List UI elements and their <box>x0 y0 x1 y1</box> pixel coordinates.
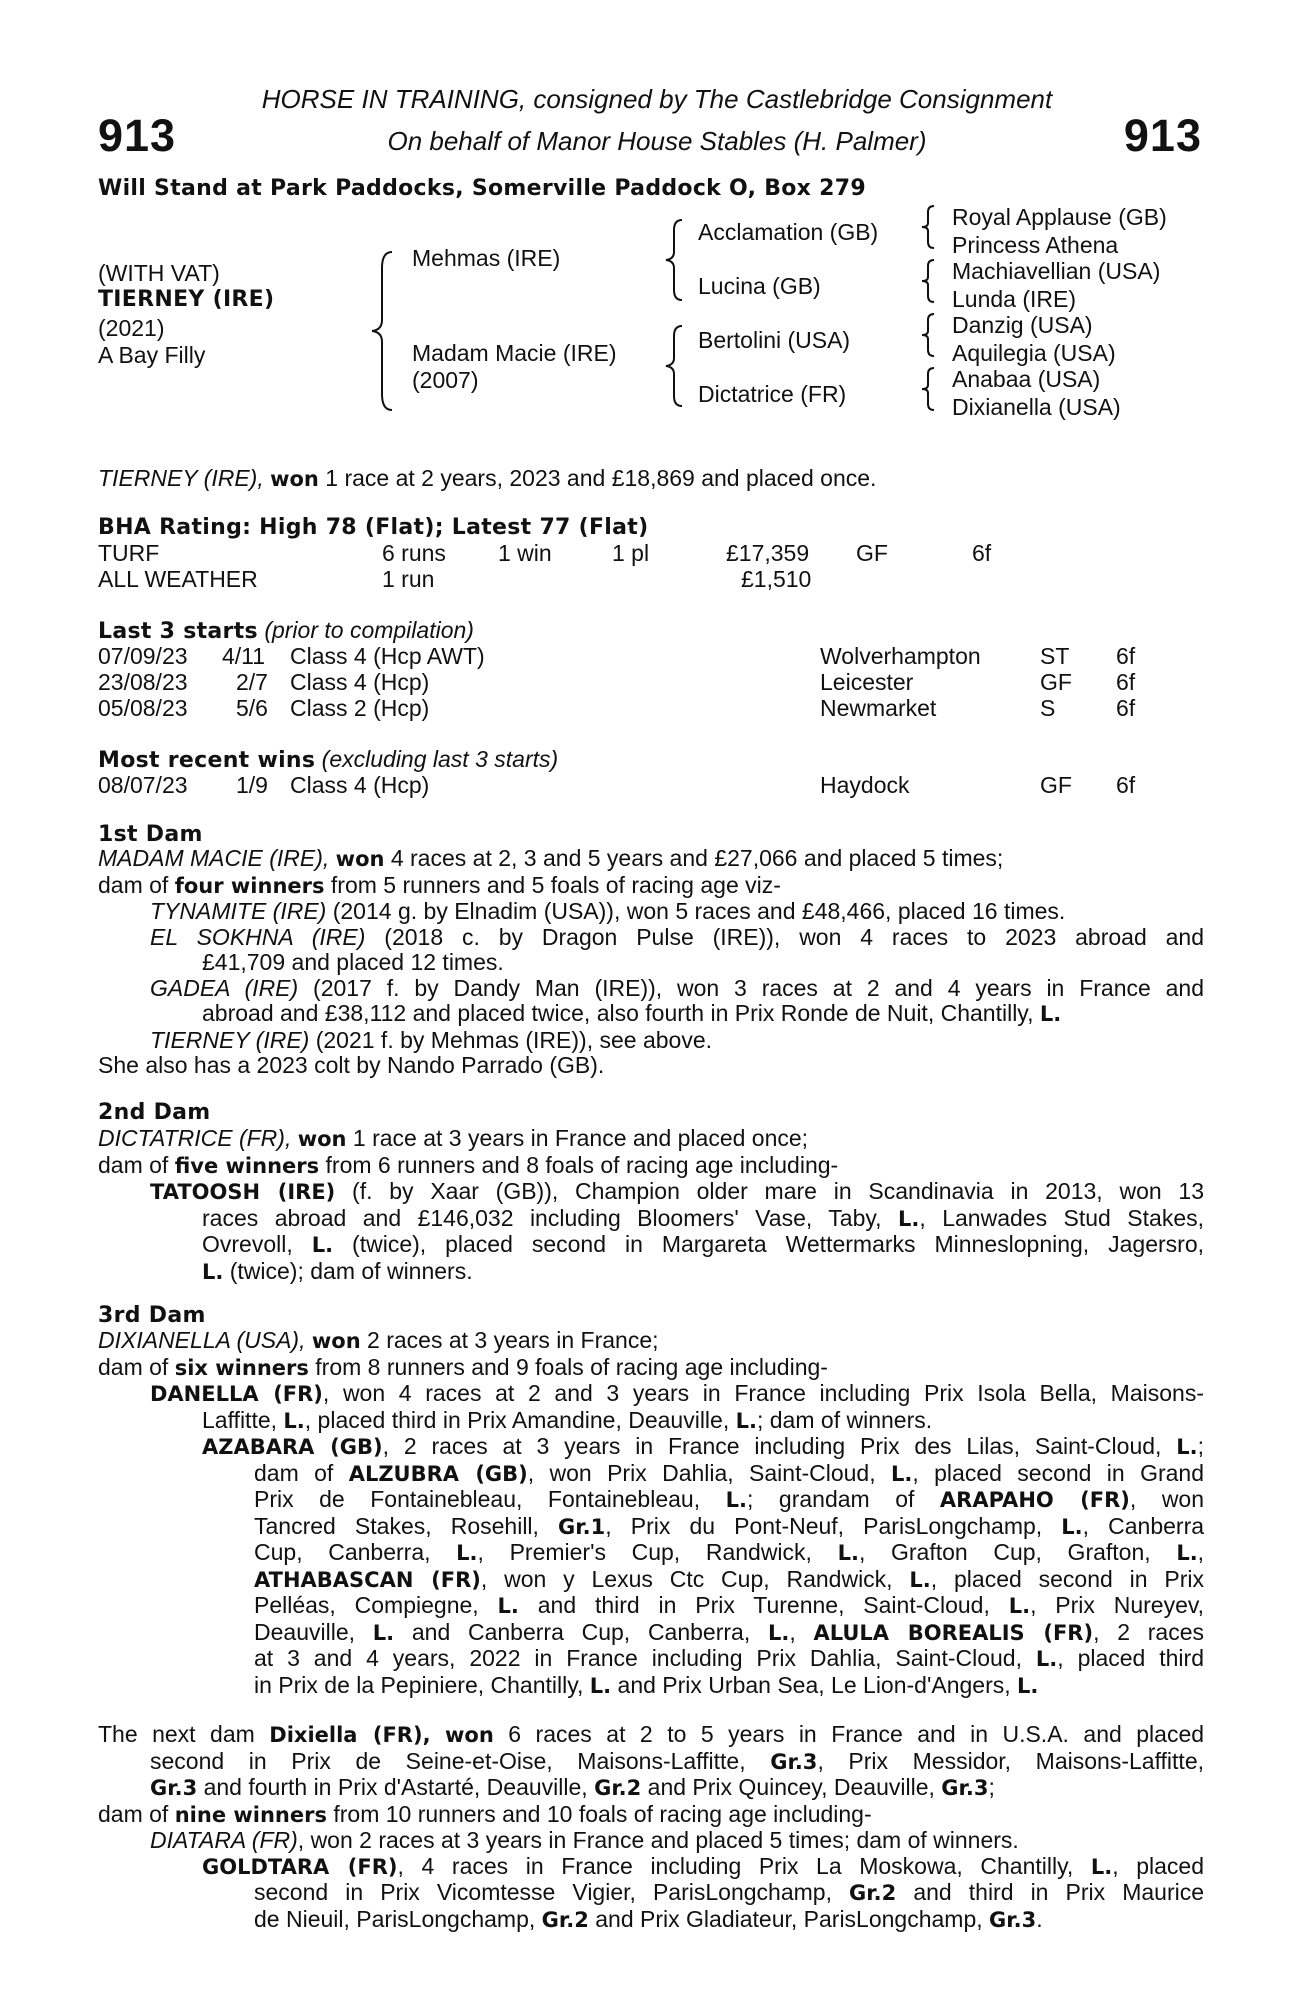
last3-heading <box>98 617 474 644</box>
progeny-text: Ovrevoll, <box>202 1231 293 1257</box>
progeny-text: , won 4 races at 2 and 3 years in France including Prix Isola Bella, Maisons- <box>322 1380 1204 1406</box>
progeny-text: and third in Prix Maurice <box>913 1879 1205 1905</box>
progeny-text: . <box>1036 1905 1043 1932</box>
aw-earnings: £1,510 <box>741 566 812 592</box>
granddam-4: Dixianella (USA) <box>952 394 1121 420</box>
progeny-text: (2014 g. by Elnadim (USA)), won 5 races and £48,466, placed 16 times. <box>332 898 1066 924</box>
progeny-text: abroad and £38,112 and placed twice, also fourth in Prix Ronde de Nuit, Chantilly, <box>202 1000 1034 1026</box>
progeny-continuation <box>98 1259 1204 1286</box>
dam1-winners: four winners <box>174 873 325 898</box>
progeny-name: ARAPAHO (FR) <box>939 1488 1130 1512</box>
group-marker: Gr.2 <box>849 1881 897 1905</box>
summary-text: 1 race at 2 years, 2023 and £18,869 and placed once. <box>325 465 877 491</box>
turf-label: TURF <box>98 540 160 566</box>
recent-heading <box>98 746 558 773</box>
progeny-continuation <box>98 1487 1204 1514</box>
listed-marker: L. <box>372 1620 395 1645</box>
dam1-runners: from 5 runners and 5 foals of racing age viz- <box>330 871 781 898</box>
nextdam-text: and Prix Quincey, Deauville, <box>647 1774 935 1800</box>
pedigree-brace-4 <box>918 204 938 250</box>
dam1-progeny <box>98 899 1204 925</box>
progeny-name: GOLDTARA (FR) <box>202 1854 398 1879</box>
last3-date: 23/08/23 <box>98 669 188 695</box>
progeny-text: and third in Prix Turenne, Saint-Cloud, <box>537 1592 990 1618</box>
listed-marker: L. <box>456 1541 478 1565</box>
progeny-continuation <box>98 1880 1204 1907</box>
turf-going: GF <box>856 540 888 566</box>
progeny-continuation <box>98 1232 1204 1259</box>
group-marker: Gr.1 <box>558 1514 606 1539</box>
progeny-text: Laffitte, <box>202 1406 278 1433</box>
progeny-name: DANELLA (FR) <box>150 1382 323 1406</box>
group-marker: Gr.3 <box>150 1776 198 1800</box>
group-marker: Gr.3 <box>770 1749 818 1774</box>
pedigree-brace-1 <box>366 250 396 412</box>
summary-won: won <box>270 467 319 491</box>
listed-marker: L. <box>1090 1854 1113 1879</box>
sire-dam: Lucina (GB) <box>698 273 821 299</box>
dam1-progeny <box>98 925 1204 951</box>
group-marker: Gr.2 <box>594 1776 642 1800</box>
progeny-text: and Prix Gladiateur, ParisLongchamp, <box>595 1905 983 1932</box>
progeny-text: (2021 f. by Mehmas (IRE)), see above. <box>315 1026 712 1053</box>
progeny-text: (2018 c. by Dragon Pulse (IRE)), won 4 races to 2023 abroad and <box>384 923 1204 950</box>
nextdam-continuation <box>98 1749 1204 1776</box>
progeny-text: ; grandam of <box>747 1486 915 1512</box>
progeny-text: , Canberra <box>1082 1512 1205 1539</box>
listed-marker: L. <box>837 1541 859 1565</box>
progeny-text: , won 2 races at 3 years in France and placed 5 times; dam of winners. <box>297 1827 1019 1853</box>
recent-going: GF <box>1040 772 1072 798</box>
granddam-2: Lunda (IRE) <box>952 286 1077 312</box>
listed-marker: L. <box>725 1488 747 1512</box>
recent-title: Most recent wins <box>98 748 316 773</box>
dam-of-label: dam of <box>98 1353 169 1380</box>
dam2-won: won <box>297 1127 347 1151</box>
listed-marker: L. <box>1061 1514 1083 1539</box>
dam1-won: won <box>335 847 385 871</box>
dam3-title: 3rd Dam <box>98 1303 206 1328</box>
recent-note: (excluding last 3 starts) <box>321 746 559 772</box>
progeny-text: Tancred Stakes, Rosehill, <box>254 1512 539 1539</box>
dam2-section <box>98 1126 1204 1285</box>
dam1-name: MADAM MACIE (IRE), <box>98 845 330 871</box>
dam1-title: 1st Dam <box>98 822 203 847</box>
pedigree-brace-5 <box>918 258 938 304</box>
progeny-name: DIATARA (FR) <box>150 1827 298 1853</box>
progeny-text: , Grafton Cup, Grafton, <box>858 1539 1151 1565</box>
dam1-line <box>98 846 1204 873</box>
turf-distance: 6f <box>972 540 992 566</box>
grandsire-4: Anabaa (USA) <box>952 366 1101 392</box>
dam3-section <box>98 1328 1204 1699</box>
recent-distance: 6f <box>1116 772 1136 798</box>
pedigree-brace-2 <box>662 218 686 302</box>
progeny-name: GADEA (IRE) <box>150 974 299 1001</box>
granddam-1: Princess Athena <box>952 232 1119 258</box>
last3-date: 07/09/23 <box>98 643 188 669</box>
vat-note: (WITH VAT) <box>98 260 220 286</box>
last3-going: GF <box>1040 669 1072 695</box>
progeny-continuation <box>98 1620 1204 1647</box>
nextdam-produce-line <box>98 1802 1204 1829</box>
last3-class: Class 2 (Hcp) <box>290 695 430 721</box>
progeny-text: in Prix de la Pepiniere, Chantilly, <box>254 1671 584 1698</box>
dam3-progeny <box>98 1434 1204 1461</box>
nextdam-prefix: The next dam <box>98 1721 255 1747</box>
progeny-text: (twice); dam of winners. <box>229 1257 473 1284</box>
turf-runs: 6 runs <box>382 540 446 566</box>
listed-marker: L. <box>497 1594 519 1618</box>
pedigree-brace-3 <box>662 324 686 408</box>
dam3-name: DIXIANELLA (USA), <box>98 1327 306 1353</box>
progeny-name: TIERNEY (IRE) <box>150 1026 310 1053</box>
aw-runs: 1 run <box>382 566 435 592</box>
progeny-continuation <box>98 1540 1204 1567</box>
nextdam-progeny <box>98 1828 1204 1854</box>
dam1-progeny <box>98 976 1204 1002</box>
progeny-text: (2017 f. by Dandy Man (IRE)), won 3 races at 2 and 4 years in France and <box>313 974 1205 1001</box>
lot-number-left: 913 <box>98 110 177 161</box>
progeny-text: (f. by Xaar (GB)), Champion older mare in Scandinavia in 2013, won 13 <box>352 1178 1205 1204</box>
progeny-name: AZABARA (GB) <box>202 1435 383 1459</box>
last3-pos: 5/6 <box>236 695 268 721</box>
recent-class: Class 4 (Hcp) <box>290 772 430 798</box>
dam3-progeny <box>98 1381 1204 1408</box>
progeny-text: , Lanwades Stud Stakes, <box>919 1204 1204 1231</box>
listed-marker: L. <box>202 1259 224 1284</box>
progeny-continuation <box>98 1907 1204 1934</box>
progeny-text: , placed third <box>1057 1645 1204 1671</box>
progeny-text: de Nieuil, ParisLongchamp, <box>254 1905 536 1932</box>
dam-year: (2007) <box>412 367 479 393</box>
listed-marker: L. <box>767 1620 790 1645</box>
progeny-text: races abroad and £146,032 including Bloomers' Vase, Taby, <box>202 1204 882 1231</box>
dam2-runners: from 6 runners and 8 foals of racing age including- <box>325 1151 839 1178</box>
dam2-winners: five winners <box>174 1153 320 1178</box>
nextdam-text: second in Prix de Seine-et-Oise, Maisons-Laffitte, <box>150 1747 746 1774</box>
progeny-continuation <box>98 1567 1204 1594</box>
dam3-produce-line <box>98 1355 1204 1382</box>
dam-name: Madam Macie (IRE) <box>412 340 617 366</box>
listed-marker: L. <box>1035 1647 1058 1671</box>
dam2-name: DICTATRICE (FR), <box>98 1125 292 1151</box>
progeny-text: and Canberra Cup, Canberra, <box>411 1618 751 1645</box>
last3-distance: 6f <box>1116 695 1136 721</box>
dam-dam: Dictatrice (FR) <box>698 381 847 407</box>
progeny-text: , placed second in Grand <box>912 1459 1205 1486</box>
last3-note: (prior to compilation) <box>264 617 474 643</box>
progeny-continuation <box>98 1673 1204 1700</box>
behalf-line: On behalf of Manor House Stables (H. Palmer) <box>387 126 927 156</box>
last3-title: Last 3 starts <box>98 619 258 644</box>
sire-name: Mehmas (IRE) <box>412 245 561 271</box>
dam3-winners: six winners <box>174 1355 309 1380</box>
turf-placed: 1 pl <box>612 540 650 566</box>
dam3-won: won <box>311 1329 361 1353</box>
last3-pos: 4/11 <box>222 643 266 669</box>
nextdam-text: and fourth in Prix d'Astarté, Deauville, <box>203 1774 588 1800</box>
progeny-continuation: £41,709 and placed 12 times. <box>202 949 504 975</box>
dam3-line <box>98 1328 1204 1355</box>
nextdam-text: 6 races at 2 to 5 years in France and in U.S.A. and placed <box>508 1721 1205 1747</box>
progeny-name: ALULA BOREALIS (FR) <box>813 1620 1094 1645</box>
aw-label: ALL WEATHER <box>98 566 258 592</box>
nextdam-section <box>98 1722 1204 1933</box>
dam1-text: 4 races at 2, 3 and 5 years and £27,066 and placed 5 times; <box>390 845 1004 871</box>
nextdam-winners: nine winners <box>174 1802 327 1827</box>
last3-course: Wolverhampton <box>820 643 981 669</box>
progeny-text: Pelléas, Compiegne, <box>254 1592 479 1618</box>
listed-marker: L. <box>283 1408 305 1433</box>
progeny-continuation <box>98 1514 1204 1541</box>
progeny-text: , Prix Nureyev, <box>1030 1592 1205 1618</box>
race-summary <box>98 465 876 492</box>
progeny-text: and Prix Urban Sea, Le Lion-d'Angers, <box>617 1671 1011 1698</box>
summary-horse-name: TIERNEY (IRE), <box>98 465 264 491</box>
turf-earnings: £17,359 <box>726 540 810 566</box>
listed-marker: L. <box>891 1461 913 1486</box>
recent-course: Haydock <box>820 772 910 798</box>
last3-course: Newmarket <box>820 695 937 721</box>
pedigree-brace-7 <box>918 366 938 412</box>
progeny-text: , placed second in Prix <box>930 1565 1204 1592</box>
last3-going: S <box>1040 695 1056 721</box>
pedigree-brace-6 <box>918 312 938 358</box>
progeny-text: at 3 and 4 years, 2022 in France including Prix Dahlia, Saint-Cloud, <box>254 1645 1022 1671</box>
dam2-title: 2nd Dam <box>98 1100 211 1125</box>
progeny-text: , won y Lexus Ctc Cup, Randwick, <box>480 1565 893 1592</box>
progeny-name: ALZUBRA (GB) <box>348 1461 528 1486</box>
horse-name: TIERNEY (IRE) <box>98 287 275 312</box>
progeny-continuation <box>98 1646 1204 1673</box>
progeny-text: , <box>789 1618 796 1645</box>
progeny-text: , placed third in Prix Amandine, Deauville, <box>304 1406 730 1433</box>
lot-number-right: 913 <box>1123 110 1202 161</box>
progeny-text: , placed <box>1112 1852 1205 1879</box>
progeny-name: TATOOSH (IRE) <box>150 1180 336 1204</box>
progeny-text: , Prix du Pont-Neuf, ParisLongchamp, <box>605 1512 1043 1539</box>
progeny-text: Prix de Fontainebleau, Fontainebleau, <box>254 1486 701 1512</box>
last3-date: 05/08/23 <box>98 695 188 721</box>
horse-description: A Bay Filly <box>98 342 206 368</box>
last3-distance: 6f <box>1116 669 1136 695</box>
progeny-continuation <box>98 1408 1204 1435</box>
progeny-text: , won Prix Dahlia, Saint-Cloud, <box>527 1459 876 1486</box>
last3-course: Leicester <box>820 669 914 695</box>
listed-marker: L. <box>909 1567 931 1592</box>
progeny-text: , 2 races <box>1093 1618 1204 1645</box>
group-marker: Gr.2 <box>541 1907 589 1932</box>
nextdam-line <box>98 1722 1204 1749</box>
nextdam-won: won <box>445 1723 494 1747</box>
consignor-line: HORSE IN TRAINING, consigned by The Castlebridge Consignment <box>261 84 1053 114</box>
dam1-progeny <box>98 1028 1204 1054</box>
progeny-text: dam of <box>254 1459 334 1486</box>
listed-marker: L. <box>898 1206 920 1231</box>
progeny-text: , won <box>1129 1486 1205 1512</box>
listed-marker: L. <box>1176 1435 1198 1459</box>
last3-pos: 2/7 <box>236 669 268 695</box>
dam1-produce-line <box>98 873 1204 900</box>
last3-class: Class 4 (Hcp AWT) <box>290 643 485 669</box>
bha-rating: BHA Rating: High 78 (Flat); Latest 77 (Flat) <box>98 515 649 540</box>
progeny-text: , 2 races at 3 years in France including Prix des Lilas, Saint-Cloud, <box>382 1433 1162 1459</box>
group-marker: Gr.3 <box>941 1776 989 1800</box>
progeny-text: ; <box>1197 1433 1205 1459</box>
sire-sire: Acclamation (GB) <box>698 219 879 245</box>
nextdam-runners: from 10 runners and 10 foals of racing age including- <box>333 1800 872 1827</box>
progeny-continuation <box>98 1001 1204 1028</box>
group-marker: Gr.3 <box>989 1907 1037 1932</box>
nextdam-text: ; <box>988 1774 995 1800</box>
listed-marker: L. <box>1176 1541 1198 1565</box>
progeny-text: Deauville, <box>254 1618 355 1645</box>
listed-marker: L. <box>735 1408 757 1433</box>
listed-marker: L. <box>1039 1002 1062 1026</box>
recent-date: 08/07/23 <box>98 772 188 798</box>
dam-of-label: dam of <box>98 1151 169 1178</box>
last3-going: ST <box>1040 643 1070 669</box>
progeny-text: , 4 races in France including Prix La Moskowa, Chantilly, <box>397 1852 1074 1879</box>
progeny-continuation <box>98 1593 1204 1620</box>
dam-of-label: dam of <box>98 1800 169 1827</box>
dam-of-label: dam of <box>98 871 169 898</box>
listed-marker: L. <box>311 1233 334 1257</box>
dam3-text: 2 races at 3 years in France; <box>367 1327 659 1353</box>
nextdam-progeny <box>98 1854 1204 1881</box>
dam2-text: 1 race at 3 years in France and placed once; <box>352 1125 809 1151</box>
progeny-name: ATHABASCAN (FR) <box>254 1567 481 1592</box>
horse-year: (2021) <box>98 315 165 341</box>
progeny-name: EL SOKHNA (IRE) <box>150 923 366 950</box>
progeny-text: ; dam of winners. <box>756 1406 933 1433</box>
nextdam-name: Dixiella (FR), <box>269 1723 431 1747</box>
progeny-text: , Premier's Cup, Randwick, <box>477 1539 812 1565</box>
dam2-produce-line <box>98 1153 1204 1180</box>
dam2-progeny <box>98 1179 1204 1206</box>
listed-marker: L. <box>1017 1673 1039 1698</box>
dam2-line <box>98 1126 1204 1153</box>
nextdam-text: , Prix Messidor, Maisons-Laffitte, <box>817 1747 1204 1774</box>
last3-distance: 6f <box>1116 643 1136 669</box>
turf-wins: 1 win <box>498 540 552 566</box>
progeny-continuation <box>98 1206 1204 1233</box>
nextdam-continuation <box>98 1775 1204 1802</box>
progeny-text: Cup, Canberra, <box>254 1539 431 1565</box>
grandsire-3: Danzig (USA) <box>952 312 1093 338</box>
listed-marker: L. <box>1008 1594 1031 1618</box>
dam3-runners: from 8 runners and 9 foals of racing age including- <box>315 1353 828 1380</box>
progeny-text: , <box>1197 1539 1205 1565</box>
dam1-note: She also has a 2023 colt by Nando Parrado (GB). <box>98 1052 605 1078</box>
stand-location: Will Stand at Park Paddocks, Somerville Paddock O, Box 279 <box>98 176 866 201</box>
grandsire-1: Royal Applause (GB) <box>952 204 1167 230</box>
dam1-section <box>98 846 1204 1079</box>
granddam-3: Aquilegia (USA) <box>952 340 1116 366</box>
progeny-text: (twice), placed second in Margareta Wettermarks Minneslopning, Jagersro, <box>352 1231 1205 1257</box>
progeny-text: second in Prix Vicomtesse Vigier, ParisLongchamp, <box>254 1879 832 1905</box>
last3-class: Class 4 (Hcp) <box>290 669 430 695</box>
progeny-continuation <box>98 1461 1204 1488</box>
grandsire-2: Machiavellian (USA) <box>952 258 1161 284</box>
recent-pos: 1/9 <box>236 772 268 798</box>
listed-marker: L. <box>589 1673 612 1698</box>
progeny-name: TYNAMITE (IRE) <box>150 898 327 924</box>
dam-sire: Bertolini (USA) <box>698 327 851 353</box>
